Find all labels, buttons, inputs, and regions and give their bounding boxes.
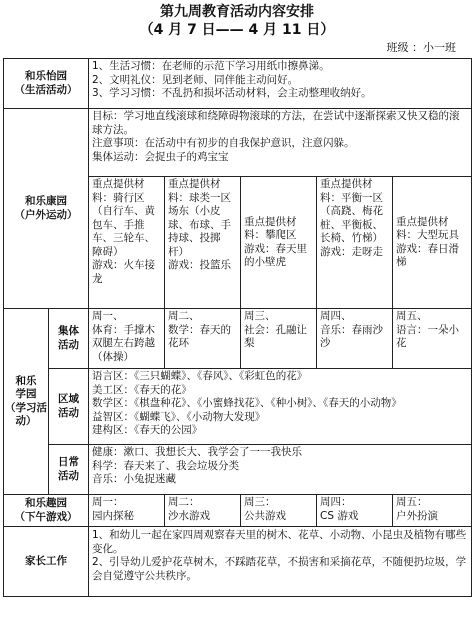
group-activity-day: 周三、 社会：孔融让梨 — [241, 309, 317, 369]
parents-content — [89, 527, 472, 597]
parents-line: 2、引导幼儿爱护花草树木，不踩踏花草，不损害和采摘花草，不随便扔垃圾，学会自觉遵守公共秩序。 — [92, 556, 467, 582]
outdoor-section-label: 和乐康园 （户外运动） — [4, 109, 89, 309]
afternoon-day: 周二： 沙水游戏 — [165, 495, 241, 527]
afternoon-day: 周一： 园内探秘 — [89, 495, 165, 527]
outdoor-notes: 注意事项：在活动中有初步的自我保护意识，注意闪躲。 — [92, 137, 355, 149]
group-activity-label: 集体 活动 — [49, 309, 89, 369]
outdoor-info — [89, 109, 472, 177]
area-activity-label: 区域 活动 — [49, 369, 89, 445]
area-activity-content — [89, 369, 472, 445]
parents-line: 1、和幼儿一起在家四周观察春天里的树木、花草、小动物、小昆虫及植物有哪些变化。 — [92, 529, 467, 555]
daily-activity-label: 日常 活动 — [49, 445, 89, 495]
outdoor-zone: 重点提供材料：平衡一区（高跷、梅花桩、平衡板、长椅、竹梯） 游戏：走呀走 — [317, 177, 393, 309]
outdoor-zone: 重点提供材料：大型玩具游戏：春日滑梯 — [393, 177, 472, 309]
page-title: 第九周教育活动内容安排 — [160, 4, 314, 20]
area-line: 益智区：《蝴蝶飞》、《小动物大发现》 — [92, 410, 266, 423]
afternoon-day: 周三： 公共游戏 — [241, 495, 317, 527]
daily-line: 音乐：小兔捉迷藏 — [92, 473, 176, 485]
parents-section-label: 家长工作 — [4, 527, 89, 597]
group-activity-day: 周四、 音乐：春雨沙沙 — [317, 309, 393, 369]
daily-activity-content — [89, 445, 472, 495]
area-line: 数学区：《棋盘种花》、《小蜜蜂找花》、《种小树》、《春天的小动物》 — [92, 397, 402, 409]
outdoor-goal: 目标：学习地直线滚球和绕障碍物滚球的方法，在尝试中逐渐探索又快又稳的滚球方法。 — [92, 110, 460, 136]
outdoor-zone: 重点提供材料：骑行区（自行车、黄包车、手推车、三轮车、障碍） 游戏：火车接龙 — [89, 177, 165, 309]
area-line: 建构区：《春天的公园》 — [92, 424, 203, 436]
life-content — [89, 59, 472, 109]
group-activity-day: 周五、 语言：一朵小花 — [393, 309, 472, 369]
afternoon-section-label: 和乐趣园 （下午游戏） — [4, 495, 89, 527]
life-line: 1、生活习惯：在老师的示范下学习用纸巾擦鼻涕。 — [92, 60, 330, 72]
afternoon-day: 周四： CS 游戏 — [317, 495, 393, 527]
outdoor-group: 集体运动：会捉虫子的鸡宝宝 — [92, 150, 229, 163]
daily-line: 科学：春天来了、我会垃圾分类 — [92, 459, 239, 472]
life-line: 3、学习习惯：不乱扔和损坏活动材料，会主动整理收纳好。 — [92, 87, 372, 99]
life-line: 2、文明礼仪：见到老师、同伴能主动问好。 — [92, 73, 299, 86]
outdoor-zone: 重点提供材料：攀爬区 游戏：春天里的小壁虎 — [241, 177, 317, 309]
class-label: 班级 ：小一班 — [386, 41, 456, 54]
area-line: 美工区：《春天的花》 — [92, 383, 192, 396]
schedule-table — [3, 58, 472, 597]
area-line: 语言区：《三只蝴蝶》、《春风》、《彩虹色的花》 — [92, 370, 308, 382]
group-activity-day: 周二、 数学：春天的花环 — [165, 309, 241, 369]
afternoon-day: 周五： 户外扮演 — [393, 495, 472, 527]
group-activity-day: 周一、 体育：手撑木双腿左右跨越（体操） — [89, 309, 165, 369]
outdoor-zone: 重点提供材料：球类一区场东（小皮球、布球、手持球、投掷杆） 游戏：投篮乐 — [165, 177, 241, 309]
life-section-label: 和乐怡园 （生活活动） — [4, 59, 89, 109]
study-section-label: 和乐 学园 （学习活动） — [4, 309, 49, 495]
daily-line: 健康：漱口、我想长大、我学会了一一我快乐 — [92, 446, 302, 458]
page-subtitle: （4 月 7 日—— 4 月 11 日） — [139, 22, 335, 38]
